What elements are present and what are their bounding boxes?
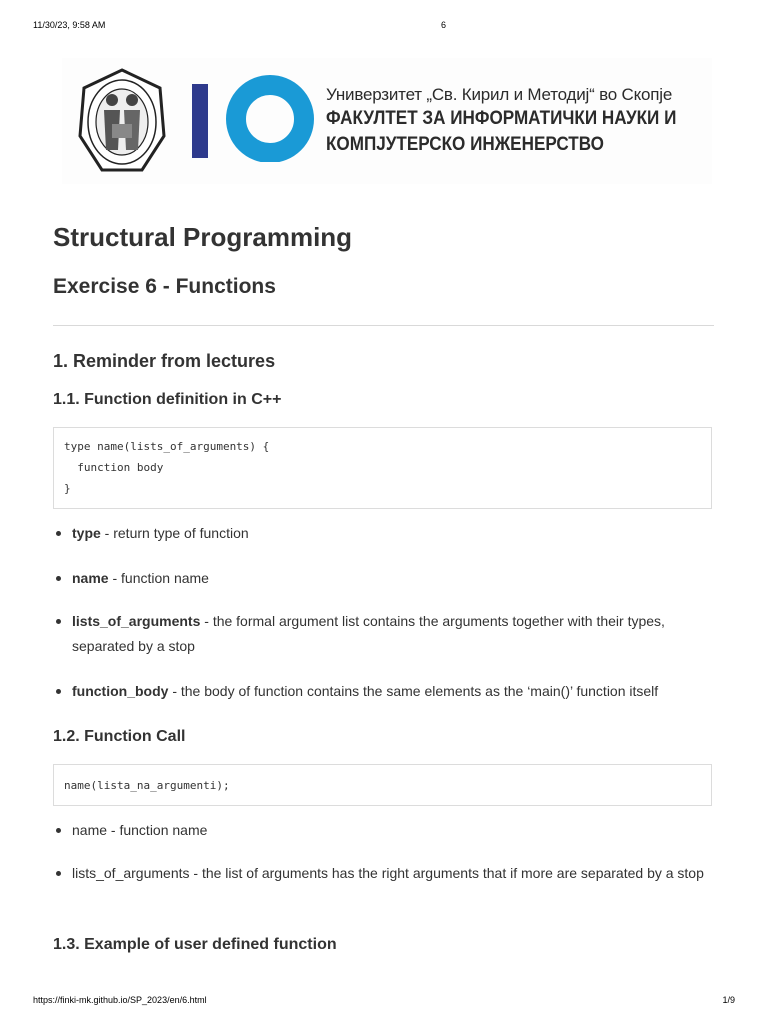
code-block-call bbox=[53, 764, 712, 806]
term-description: - return type of function bbox=[100, 525, 249, 541]
exercise-title: Exercise 6 - Functions bbox=[53, 275, 276, 298]
list-item bbox=[53, 609, 714, 659]
list-item bbox=[53, 566, 714, 591]
divider bbox=[53, 325, 714, 326]
section-heading-definition: 1.1. Function definition in C++ bbox=[53, 391, 282, 408]
university-seal-icon bbox=[76, 66, 168, 178]
term-description: - the formal argument list contains the arguments together with their types, separated by a stop bbox=[72, 613, 665, 654]
faculty-name-line2: КОМПЈУТЕРСКО ИНЖЕНЕРСТВО bbox=[326, 134, 604, 155]
term: lists_of_arguments bbox=[72, 613, 201, 629]
code-line: } bbox=[64, 482, 71, 495]
io-logo-icon bbox=[190, 72, 314, 162]
faculty-banner bbox=[62, 58, 712, 184]
code-block-definition bbox=[53, 427, 712, 509]
print-title: 6 bbox=[441, 20, 447, 30]
list-item bbox=[53, 679, 714, 704]
print-date: 11/30/23, 9:58 AM bbox=[33, 20, 106, 30]
faculty-name-line1: ФАКУЛТЕТ ЗА ИНФОРМАТИЧКИ НАУКИ И bbox=[326, 108, 677, 129]
code-line: name(lista_na_argumenti); bbox=[64, 779, 230, 792]
term-description: - the body of function contains the same elements as the ‘main()’ function itself bbox=[168, 683, 659, 699]
page-title: Structural Programming bbox=[53, 222, 353, 252]
code-line: function body bbox=[64, 461, 164, 474]
list-item: lists_of_arguments - the list of arguments has the right arguments that if more are separated by a stop bbox=[53, 861, 714, 886]
term: type bbox=[72, 525, 101, 541]
term: function_body bbox=[72, 683, 169, 699]
page-number: 1/9 bbox=[722, 995, 735, 1005]
print-url: https://finki-mk.github.io/SP_2023/en/6.html bbox=[33, 995, 207, 1005]
term-description: - function name bbox=[108, 570, 209, 586]
code-line: type name(lists_of_arguments) { bbox=[64, 440, 270, 453]
section-heading-call: 1.2. Function Call bbox=[53, 728, 186, 745]
section-heading-example: 1.3. Example of user defined function bbox=[53, 936, 337, 953]
faculty-name bbox=[326, 84, 715, 158]
university-name: Универзитет „Св. Кирил и Методиј“ во Скопје bbox=[326, 85, 673, 104]
section-heading-reminder: 1. Reminder from lectures bbox=[53, 351, 276, 371]
term: name bbox=[72, 570, 109, 586]
list-item: name - function name bbox=[53, 818, 714, 843]
list-item bbox=[53, 521, 714, 546]
